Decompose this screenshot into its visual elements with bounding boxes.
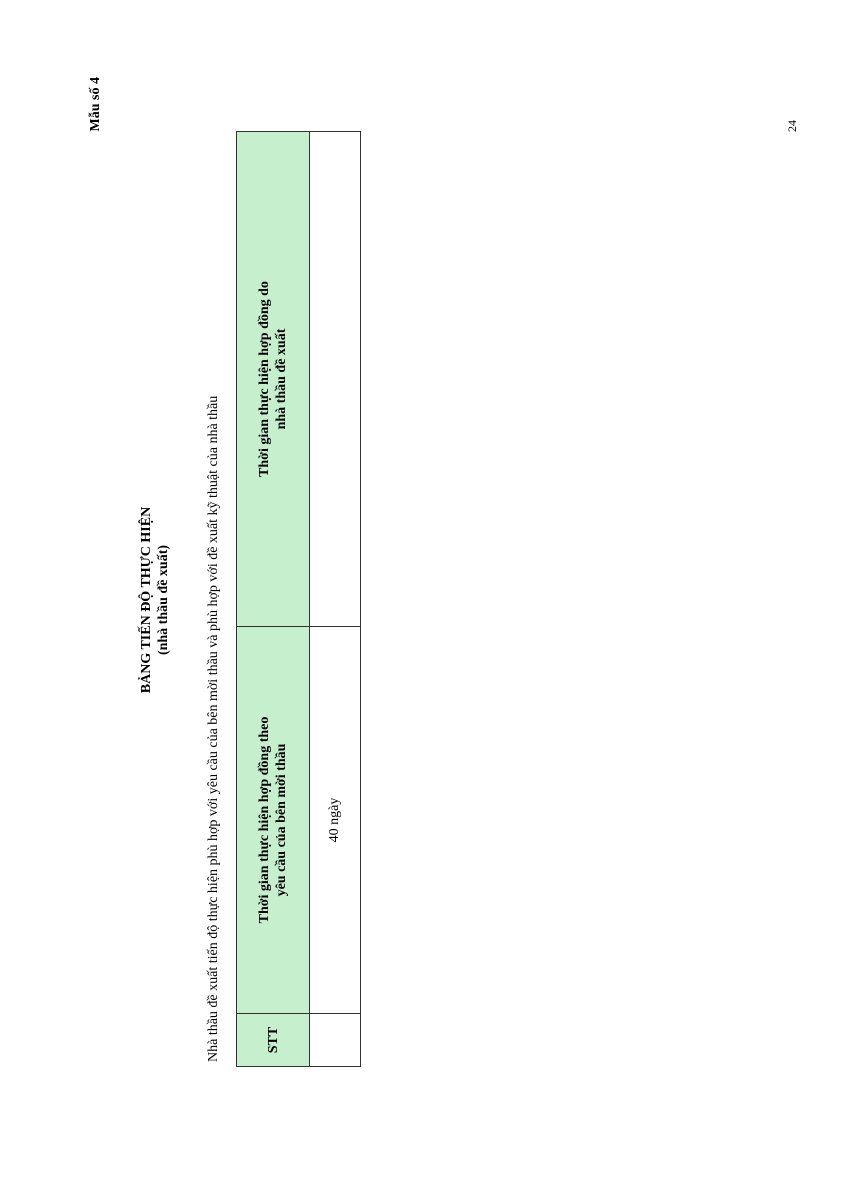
header-proposed-time-line-1: Thời gian thực hiện hợp đồng do bbox=[257, 281, 272, 477]
header-proposed-time-line-2: nhà thầu đề xuất bbox=[274, 328, 289, 430]
header-required-time bbox=[237, 627, 310, 1014]
form-number: Mẫu số 4 bbox=[88, 77, 103, 132]
header-required-time-line-1: Thời gian thực hiện hợp đồng theo bbox=[257, 716, 272, 924]
cell-required-time: 40 ngày bbox=[310, 627, 361, 1014]
page-number: 24 bbox=[785, 120, 799, 132]
header-proposed-time bbox=[237, 132, 310, 627]
title-line-1: BẢNG TIẾN ĐỘ THỰC HIỆN bbox=[139, 506, 154, 694]
header-required-time-line-2: yêu cầu của bên mời thầu bbox=[274, 743, 289, 897]
progress-table bbox=[236, 131, 361, 1067]
table-header-row bbox=[237, 132, 310, 1067]
cell-proposed-time bbox=[310, 132, 361, 627]
document-title bbox=[138, 200, 172, 1000]
header-stt: STT bbox=[237, 1014, 310, 1067]
table-row bbox=[310, 132, 361, 1067]
title-line-2: (nhà thầu đề xuất) bbox=[156, 544, 171, 656]
intro-text: Nhà thầu đề xuất tiến độ thực hiện phù hợp với yêu cầu của bên mời thầu và phù hợp với đề xuất kỹ thuật của nhà thầu bbox=[206, 395, 221, 1062]
cell-stt bbox=[310, 1014, 361, 1067]
